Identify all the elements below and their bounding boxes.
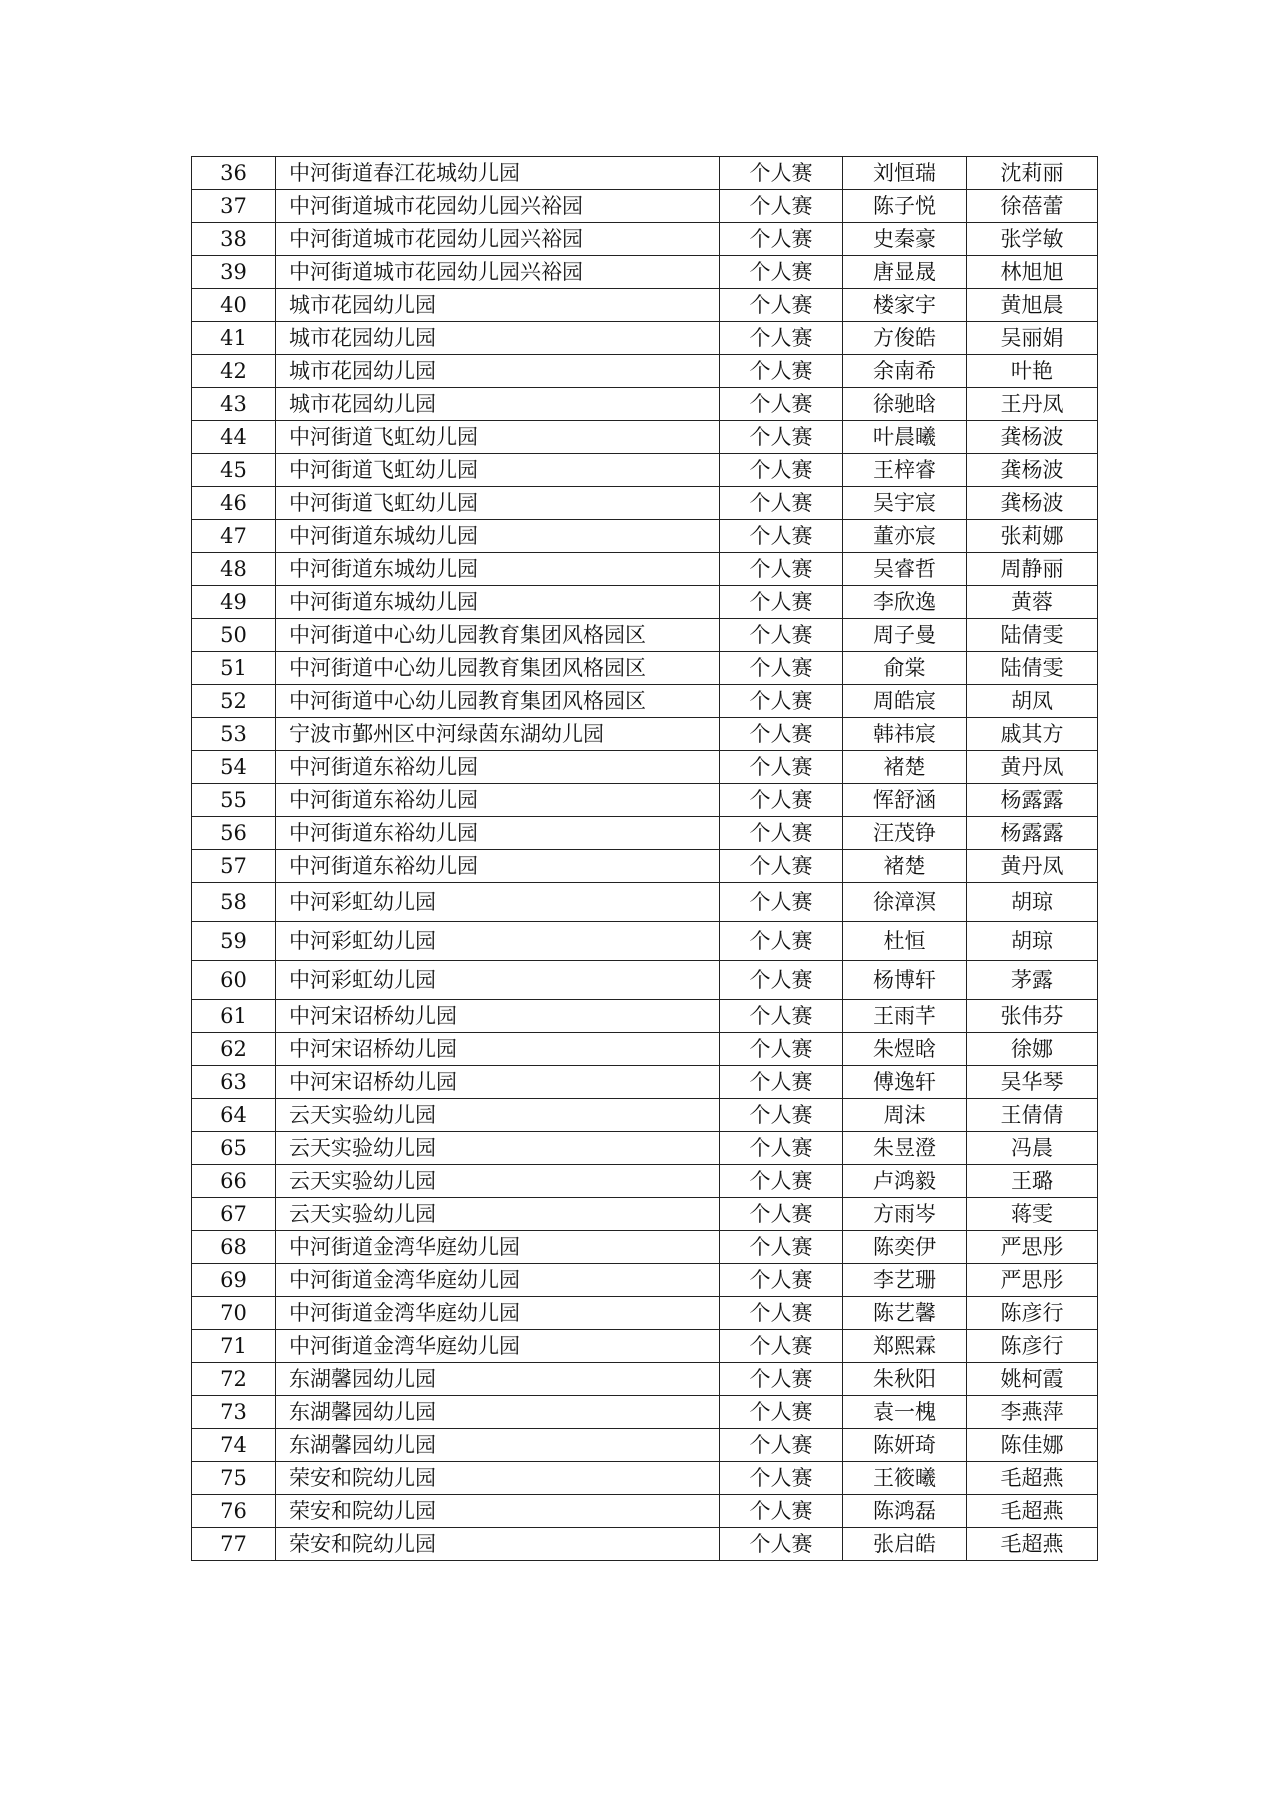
student-name: 俞棠 [843, 652, 967, 685]
competition-type: 个人赛 [720, 1099, 843, 1132]
school-name: 中河宋诏桥幼儿园 [276, 1066, 720, 1099]
student-name: 陈鸿磊 [843, 1495, 967, 1528]
school-name: 中河街道东城幼儿园 [276, 586, 720, 619]
table-row [192, 1429, 1098, 1462]
competition-type: 个人赛 [720, 355, 843, 388]
table-row [192, 223, 1098, 256]
competition-type: 个人赛 [720, 388, 843, 421]
row-number: 37 [192, 190, 276, 223]
row-number: 46 [192, 487, 276, 520]
teacher-name: 周静丽 [967, 553, 1098, 586]
competition-type: 个人赛 [720, 751, 843, 784]
competition-type: 个人赛 [720, 784, 843, 817]
school-name: 云天实验幼儿园 [276, 1198, 720, 1231]
school-name: 中河街道飞虹幼儿园 [276, 421, 720, 454]
row-number: 56 [192, 817, 276, 850]
school-name: 云天实验幼儿园 [276, 1132, 720, 1165]
table-row [192, 520, 1098, 553]
table-row [192, 1165, 1098, 1198]
teacher-name: 戚其方 [967, 718, 1098, 751]
table-row [192, 784, 1098, 817]
teacher-name: 胡凤 [967, 685, 1098, 718]
teacher-name: 吴华琴 [967, 1066, 1098, 1099]
table-row [192, 157, 1098, 190]
row-number: 48 [192, 553, 276, 586]
teacher-name: 王丹凤 [967, 388, 1098, 421]
row-number: 49 [192, 586, 276, 619]
teacher-name: 陆倩雯 [967, 652, 1098, 685]
row-number: 51 [192, 652, 276, 685]
teacher-name: 黄丹凤 [967, 751, 1098, 784]
school-name: 中河街道金湾华庭幼儿园 [276, 1330, 720, 1363]
school-name: 中河宋诏桥幼儿园 [276, 1033, 720, 1066]
student-name: 叶晨曦 [843, 421, 967, 454]
row-number: 62 [192, 1033, 276, 1066]
table-row [192, 1462, 1098, 1495]
student-name: 恽舒涵 [843, 784, 967, 817]
teacher-name: 姚柯霞 [967, 1363, 1098, 1396]
teacher-name: 毛超燕 [967, 1528, 1098, 1561]
row-number: 39 [192, 256, 276, 289]
student-name: 史秦豪 [843, 223, 967, 256]
row-number: 75 [192, 1462, 276, 1495]
teacher-name: 黄丹凤 [967, 850, 1098, 883]
teacher-name: 杨露露 [967, 817, 1098, 850]
student-name: 杨博轩 [843, 961, 967, 1000]
teacher-name: 陈彦行 [967, 1297, 1098, 1330]
student-name: 卢鸿毅 [843, 1165, 967, 1198]
row-number: 47 [192, 520, 276, 553]
student-name: 方雨岑 [843, 1198, 967, 1231]
student-name: 袁一槐 [843, 1396, 967, 1429]
student-name: 董亦宸 [843, 520, 967, 553]
school-name: 中河街道飞虹幼儿园 [276, 454, 720, 487]
competition-type: 个人赛 [720, 1429, 843, 1462]
teacher-name: 吴丽娟 [967, 322, 1098, 355]
competition-type: 个人赛 [720, 817, 843, 850]
school-name: 荣安和院幼儿园 [276, 1462, 720, 1495]
school-name: 城市花园幼儿园 [276, 322, 720, 355]
student-name: 杜恒 [843, 922, 967, 961]
student-name: 李艺珊 [843, 1264, 967, 1297]
table-row [192, 355, 1098, 388]
teacher-name: 冯晨 [967, 1132, 1098, 1165]
table-row [192, 1033, 1098, 1066]
row-number: 36 [192, 157, 276, 190]
school-name: 中河街道春江花城幼儿园 [276, 157, 720, 190]
school-name: 城市花园幼儿园 [276, 355, 720, 388]
school-name: 中河街道东裕幼儿园 [276, 817, 720, 850]
student-name: 李欣逸 [843, 586, 967, 619]
table-row [192, 1396, 1098, 1429]
competition-type: 个人赛 [720, 190, 843, 223]
row-number: 57 [192, 850, 276, 883]
teacher-name: 龚杨波 [967, 454, 1098, 487]
student-name: 朱秋阳 [843, 1363, 967, 1396]
student-name: 周子曼 [843, 619, 967, 652]
teacher-name: 张伟芬 [967, 1000, 1098, 1033]
row-number: 44 [192, 421, 276, 454]
row-number: 73 [192, 1396, 276, 1429]
school-name: 中河街道东城幼儿园 [276, 553, 720, 586]
teacher-name: 严思彤 [967, 1264, 1098, 1297]
teacher-name: 毛超燕 [967, 1462, 1098, 1495]
competition-type: 个人赛 [720, 1528, 843, 1561]
row-number: 42 [192, 355, 276, 388]
teacher-name: 蒋雯 [967, 1198, 1098, 1231]
school-name: 中河街道城市花园幼儿园兴裕园 [276, 256, 720, 289]
competition-type: 个人赛 [720, 1330, 843, 1363]
table-row [192, 1099, 1098, 1132]
table-row [192, 487, 1098, 520]
table-row [192, 256, 1098, 289]
row-number: 58 [192, 883, 276, 922]
student-name: 陈妍琦 [843, 1429, 967, 1462]
student-name: 周沫 [843, 1099, 967, 1132]
competition-type: 个人赛 [720, 922, 843, 961]
competition-type: 个人赛 [720, 322, 843, 355]
school-name: 城市花园幼儿园 [276, 289, 720, 322]
school-name: 荣安和院幼儿园 [276, 1528, 720, 1561]
table-row [192, 421, 1098, 454]
row-number: 68 [192, 1231, 276, 1264]
row-number: 69 [192, 1264, 276, 1297]
school-name: 荣安和院幼儿园 [276, 1495, 720, 1528]
competition-type: 个人赛 [720, 1396, 843, 1429]
school-name: 中河街道东裕幼儿园 [276, 751, 720, 784]
student-name: 余南希 [843, 355, 967, 388]
table-row [192, 553, 1098, 586]
table-row [192, 883, 1098, 922]
row-number: 45 [192, 454, 276, 487]
table-row [192, 718, 1098, 751]
competition-type: 个人赛 [720, 850, 843, 883]
teacher-name: 王璐 [967, 1165, 1098, 1198]
school-name: 中河街道城市花园幼儿园兴裕园 [276, 223, 720, 256]
school-name: 中河街道金湾华庭幼儿园 [276, 1264, 720, 1297]
row-number: 54 [192, 751, 276, 784]
teacher-name: 陈佳娜 [967, 1429, 1098, 1462]
row-number: 38 [192, 223, 276, 256]
table-row [192, 1330, 1098, 1363]
school-name: 城市花园幼儿园 [276, 388, 720, 421]
competition-type: 个人赛 [720, 487, 843, 520]
teacher-name: 龚杨波 [967, 421, 1098, 454]
school-name: 中河街道东城幼儿园 [276, 520, 720, 553]
row-number: 55 [192, 784, 276, 817]
student-name: 褚楚 [843, 751, 967, 784]
teacher-name: 茅露 [967, 961, 1098, 1000]
row-number: 40 [192, 289, 276, 322]
competition-type: 个人赛 [720, 1066, 843, 1099]
teacher-name: 胡琼 [967, 922, 1098, 961]
student-name: 徐漳溟 [843, 883, 967, 922]
table-row [192, 1495, 1098, 1528]
row-number: 72 [192, 1363, 276, 1396]
competition-type: 个人赛 [720, 619, 843, 652]
school-name: 东湖馨园幼儿园 [276, 1363, 720, 1396]
row-number: 60 [192, 961, 276, 1000]
row-number: 64 [192, 1099, 276, 1132]
student-name: 王梓睿 [843, 454, 967, 487]
student-name: 方俊皓 [843, 322, 967, 355]
table-row [192, 685, 1098, 718]
school-name: 中河街道飞虹幼儿园 [276, 487, 720, 520]
school-name: 宁波市鄞州区中河绿茵东湖幼儿园 [276, 718, 720, 751]
table-row [192, 1198, 1098, 1231]
competition-type: 个人赛 [720, 1231, 843, 1264]
school-name: 中河街道中心幼儿园教育集团风格园区 [276, 619, 720, 652]
school-name: 中河街道中心幼儿园教育集团风格园区 [276, 685, 720, 718]
student-name: 褚楚 [843, 850, 967, 883]
teacher-name: 严思彤 [967, 1231, 1098, 1264]
competition-type: 个人赛 [720, 1495, 843, 1528]
school-name: 中河街道金湾华庭幼儿园 [276, 1297, 720, 1330]
row-number: 41 [192, 322, 276, 355]
table-body [192, 157, 1098, 1561]
student-name: 唐显晟 [843, 256, 967, 289]
teacher-name: 李燕萍 [967, 1396, 1098, 1429]
row-number: 63 [192, 1066, 276, 1099]
competition-type: 个人赛 [720, 685, 843, 718]
school-name: 中河街道东裕幼儿园 [276, 850, 720, 883]
table-row [192, 1264, 1098, 1297]
table-row [192, 1066, 1098, 1099]
student-name: 徐驰晗 [843, 388, 967, 421]
table-row [192, 454, 1098, 487]
competition-type: 个人赛 [720, 1132, 843, 1165]
table-row [192, 1528, 1098, 1561]
competition-type: 个人赛 [720, 961, 843, 1000]
table-row [192, 586, 1098, 619]
school-name: 中河彩虹幼儿园 [276, 961, 720, 1000]
table-row [192, 1132, 1098, 1165]
school-name: 中河彩虹幼儿园 [276, 922, 720, 961]
teacher-name: 陈彦行 [967, 1330, 1098, 1363]
student-name: 朱煜晗 [843, 1033, 967, 1066]
table-row [192, 1297, 1098, 1330]
table-row [192, 961, 1098, 1000]
row-number: 61 [192, 1000, 276, 1033]
competition-type: 个人赛 [720, 553, 843, 586]
student-name: 王雨芊 [843, 1000, 967, 1033]
table-row [192, 619, 1098, 652]
competition-type: 个人赛 [720, 1165, 843, 1198]
competition-type: 个人赛 [720, 1033, 843, 1066]
competition-type: 个人赛 [720, 1363, 843, 1396]
school-name: 中河宋诏桥幼儿园 [276, 1000, 720, 1033]
row-number: 74 [192, 1429, 276, 1462]
results-table [191, 156, 1098, 1561]
row-number: 76 [192, 1495, 276, 1528]
competition-type: 个人赛 [720, 289, 843, 322]
student-name: 陈奕伊 [843, 1231, 967, 1264]
teacher-name: 沈莉丽 [967, 157, 1098, 190]
competition-type: 个人赛 [720, 421, 843, 454]
teacher-name: 王倩倩 [967, 1099, 1098, 1132]
table-row [192, 922, 1098, 961]
competition-type: 个人赛 [720, 223, 843, 256]
table-row [192, 190, 1098, 223]
table-row [192, 289, 1098, 322]
table-row [192, 1000, 1098, 1033]
competition-type: 个人赛 [720, 1000, 843, 1033]
student-name: 韩祎宸 [843, 718, 967, 751]
teacher-name: 陆倩雯 [967, 619, 1098, 652]
row-number: 50 [192, 619, 276, 652]
school-name: 中河街道东裕幼儿园 [276, 784, 720, 817]
teacher-name: 张学敏 [967, 223, 1098, 256]
table-row [192, 652, 1098, 685]
row-number: 52 [192, 685, 276, 718]
school-name: 云天实验幼儿园 [276, 1099, 720, 1132]
row-number: 66 [192, 1165, 276, 1198]
student-name: 汪茂铮 [843, 817, 967, 850]
school-name: 中河彩虹幼儿园 [276, 883, 720, 922]
school-name: 云天实验幼儿园 [276, 1165, 720, 1198]
student-name: 吴睿哲 [843, 553, 967, 586]
student-name: 陈艺馨 [843, 1297, 967, 1330]
teacher-name: 黄旭晨 [967, 289, 1098, 322]
competition-type: 个人赛 [720, 1264, 843, 1297]
competition-type: 个人赛 [720, 883, 843, 922]
row-number: 43 [192, 388, 276, 421]
competition-type: 个人赛 [720, 652, 843, 685]
competition-type: 个人赛 [720, 454, 843, 487]
student-name: 陈子悦 [843, 190, 967, 223]
teacher-name: 杨露露 [967, 784, 1098, 817]
table-row [192, 1231, 1098, 1264]
table-row [192, 751, 1098, 784]
competition-type: 个人赛 [720, 1462, 843, 1495]
student-name: 王筱曦 [843, 1462, 967, 1495]
student-name: 郑熙霖 [843, 1330, 967, 1363]
table-row [192, 322, 1098, 355]
row-number: 70 [192, 1297, 276, 1330]
row-number: 59 [192, 922, 276, 961]
competition-type: 个人赛 [720, 718, 843, 751]
teacher-name: 徐蓓蕾 [967, 190, 1098, 223]
teacher-name: 毛超燕 [967, 1495, 1098, 1528]
competition-type: 个人赛 [720, 1297, 843, 1330]
table-row [192, 850, 1098, 883]
row-number: 77 [192, 1528, 276, 1561]
competition-type: 个人赛 [720, 1198, 843, 1231]
teacher-name: 徐娜 [967, 1033, 1098, 1066]
row-number: 53 [192, 718, 276, 751]
row-number: 71 [192, 1330, 276, 1363]
competition-type: 个人赛 [720, 157, 843, 190]
table-row [192, 388, 1098, 421]
student-name: 吴宇宸 [843, 487, 967, 520]
teacher-name: 黄蓉 [967, 586, 1098, 619]
school-name: 中河街道金湾华庭幼儿园 [276, 1231, 720, 1264]
student-name: 刘恒瑞 [843, 157, 967, 190]
row-number: 65 [192, 1132, 276, 1165]
student-name: 傅逸轩 [843, 1066, 967, 1099]
student-name: 张启皓 [843, 1528, 967, 1561]
student-name: 周皓宸 [843, 685, 967, 718]
row-number: 67 [192, 1198, 276, 1231]
teacher-name: 叶艳 [967, 355, 1098, 388]
table-row [192, 1363, 1098, 1396]
competition-type: 个人赛 [720, 256, 843, 289]
school-name: 东湖馨园幼儿园 [276, 1396, 720, 1429]
school-name: 中河街道中心幼儿园教育集团风格园区 [276, 652, 720, 685]
teacher-name: 林旭旭 [967, 256, 1098, 289]
teacher-name: 张莉娜 [967, 520, 1098, 553]
teacher-name: 龚杨波 [967, 487, 1098, 520]
school-name: 东湖馨园幼儿园 [276, 1429, 720, 1462]
student-name: 楼家宇 [843, 289, 967, 322]
table-row [192, 817, 1098, 850]
competition-type: 个人赛 [720, 586, 843, 619]
competition-type: 个人赛 [720, 520, 843, 553]
school-name: 中河街道城市花园幼儿园兴裕园 [276, 190, 720, 223]
teacher-name: 胡琼 [967, 883, 1098, 922]
student-name: 朱昱澄 [843, 1132, 967, 1165]
